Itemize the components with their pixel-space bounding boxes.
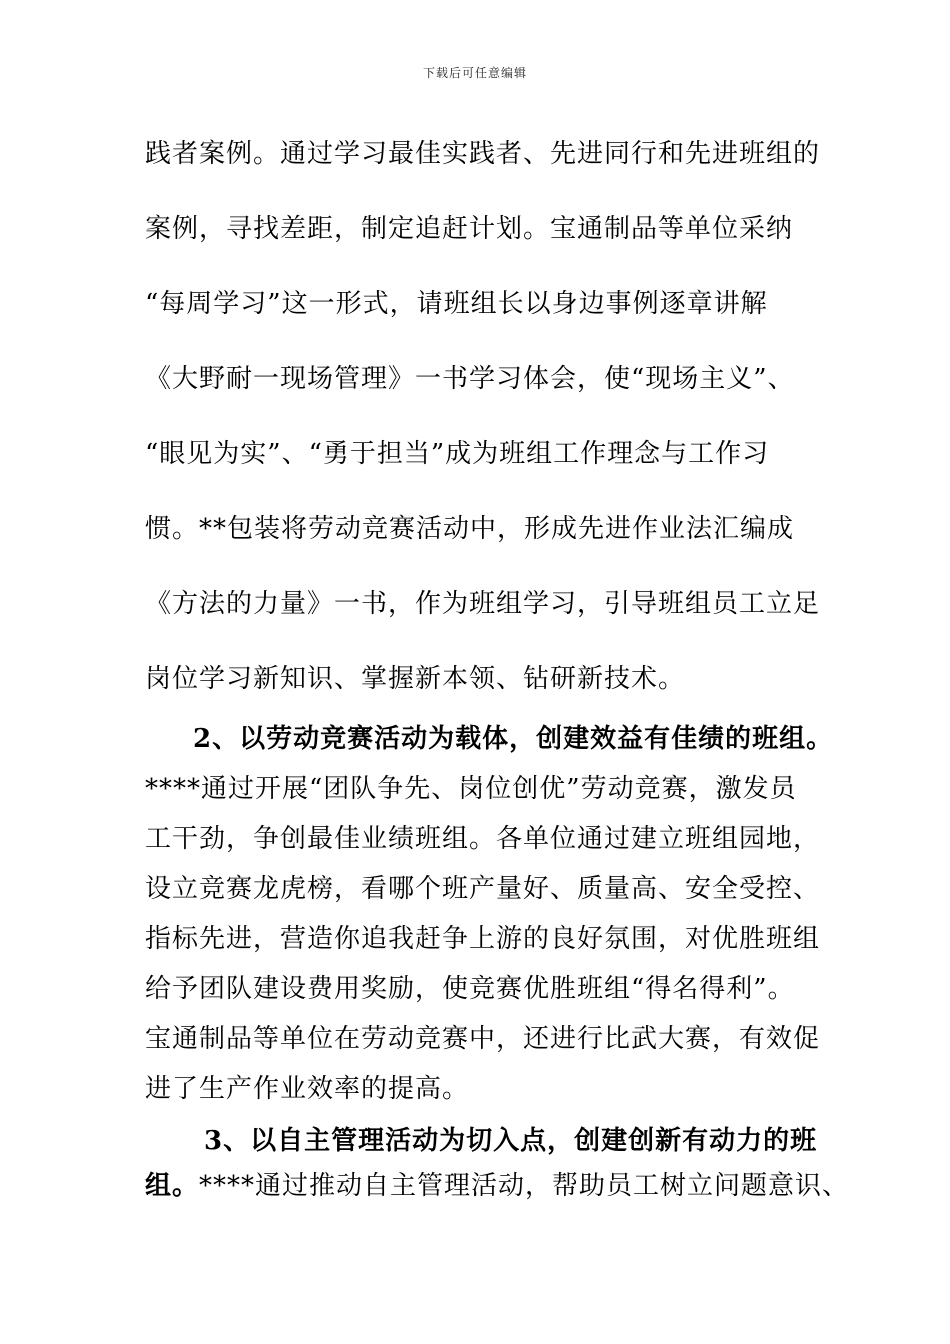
body-line: 践者案例。通过学习最佳实践者、先进同行和先进班组的 xyxy=(145,139,821,169)
body-line: 指标先进，营造你追我赶争上游的良好氛围，对优胜班组 xyxy=(145,924,821,954)
body-line: “每周学习”这一形式，请班组长以身边事例逐章讲解 xyxy=(145,289,768,319)
body-line xyxy=(145,1165,849,1202)
section-heading-2: 2、以劳动竞赛活动为载体，创建效益有佳绩的班组。 xyxy=(193,724,834,754)
body-line: 给予团队建设费用奖励，使竞赛优胜班组“得名得利”。 xyxy=(145,974,795,1004)
body-line: 《方法的力量》一书，作为班组学习，引导班组员工立足 xyxy=(145,589,821,619)
body-line: 惯。**包装将劳动竞赛活动中，形成先进作业法汇编成 xyxy=(145,514,795,544)
body-line: 宝通制品等单位在劳动竞赛中，还进行比武大赛，有效促 xyxy=(145,1024,821,1054)
section-heading-3: 3、以自主管理活动为切入点，创建创新有动力的班 xyxy=(204,1126,818,1156)
body-line: ****通过开展“团队争先、岗位创优”劳动竞赛，激发员 xyxy=(145,774,797,804)
body-line: 《大野耐一现场管理》一书学习体会，使“现场主义”、 xyxy=(145,364,795,394)
body-line: 工干劲，争创最佳业绩班组。各单位通过建立班组园地， xyxy=(145,824,821,854)
page-header-note: 下载后可任意编辑 xyxy=(422,66,527,80)
body-line: 进了生产作业效率的提高。 xyxy=(145,1074,470,1104)
body-line: 案例，寻找差距，制定追赶计划。宝通制品等单位采纳 xyxy=(145,214,794,244)
body-line: 设立竞赛龙虎榜，看哪个班产量好、质量高、安全受控、 xyxy=(145,874,821,904)
body-line: 岗位学习新知识、掌握新本领、钻研新技术。 xyxy=(145,664,686,694)
body-line: “眼见为实”、“勇于担当”成为班组工作理念与工作习 xyxy=(145,439,770,469)
section-heading-3-end: 组。 xyxy=(145,1171,200,1201)
body-line-text: ****通过推动自主管理活动，帮助员工树立问题意识、 xyxy=(199,1171,850,1201)
